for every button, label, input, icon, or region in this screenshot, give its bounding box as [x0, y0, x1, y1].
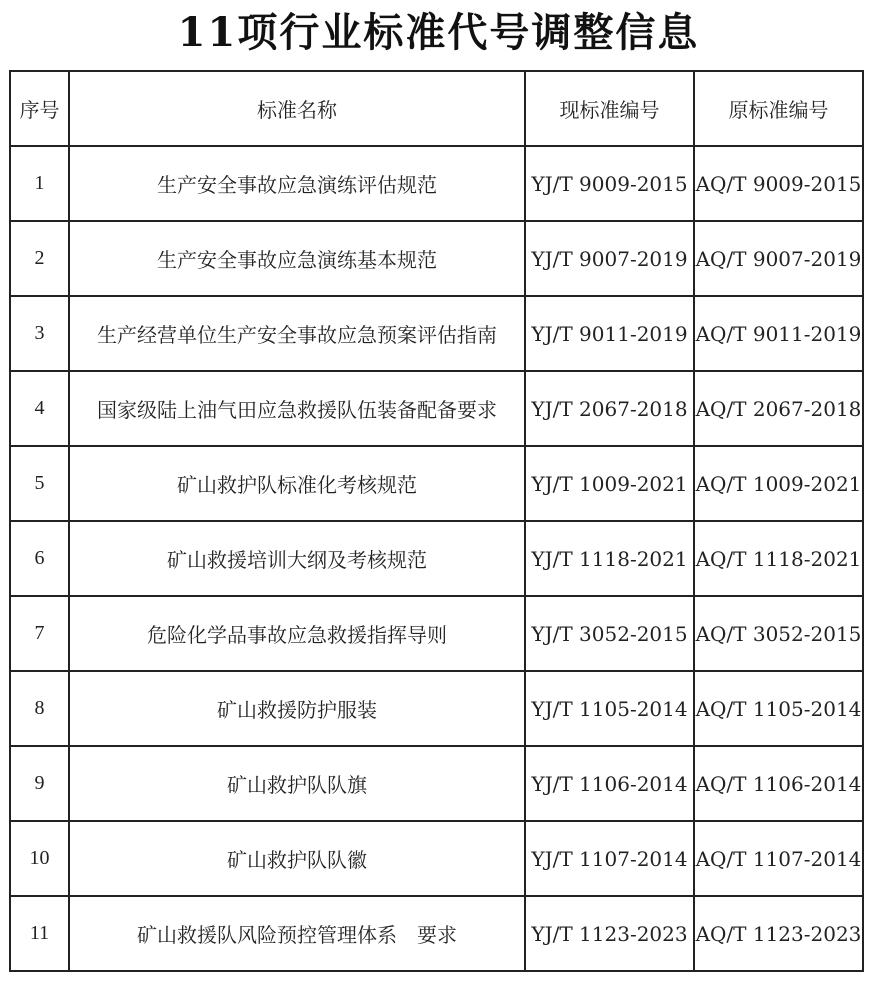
row-original-code: AQ/T 9011-2019	[694, 296, 863, 371]
row-original-code: AQ/T 2067-2018	[694, 371, 863, 446]
table-row	[10, 746, 863, 821]
row-original-code: AQ/T 1107-2014	[694, 821, 863, 896]
header-original-code: 原标准编号	[694, 71, 863, 146]
row-original-code: AQ/T 9009-2015	[694, 146, 863, 221]
row-name: 矿山救援培训大纲及考核规范	[69, 521, 525, 596]
row-original-code: AQ/T 1105-2014	[694, 671, 863, 746]
table-row	[10, 446, 863, 521]
row-current-code: YJ/T 3052-2015	[525, 596, 694, 671]
row-name: 生产安全事故应急演练基本规范	[69, 221, 525, 296]
table-row	[10, 596, 863, 671]
row-name: 矿山救援防护服装	[69, 671, 525, 746]
row-index: 4	[10, 371, 69, 446]
table-row	[10, 821, 863, 896]
row-name: 生产经营单位生产安全事故应急预案评估指南	[69, 296, 525, 371]
row-index: 3	[10, 296, 69, 371]
table-header-row	[10, 71, 863, 146]
header-index: 序号	[10, 71, 69, 146]
row-current-code: YJ/T 1118-2021	[525, 521, 694, 596]
row-index: 1	[10, 146, 69, 221]
table-row	[10, 371, 863, 446]
row-name: 生产安全事故应急演练评估规范	[69, 146, 525, 221]
table-row	[10, 896, 863, 971]
row-original-code: AQ/T 3052-2015	[694, 596, 863, 671]
row-original-code: AQ/T 9007-2019	[694, 221, 863, 296]
row-index: 6	[10, 521, 69, 596]
row-original-code: AQ/T 1123-2023	[694, 896, 863, 971]
row-name: 矿山救护队标准化考核规范	[69, 446, 525, 521]
row-current-code: YJ/T 1105-2014	[525, 671, 694, 746]
row-current-code: YJ/T 9007-2019	[525, 221, 694, 296]
row-name: 矿山救援队风险预控管理体系 要求	[69, 896, 525, 971]
row-original-code: AQ/T 1106-2014	[694, 746, 863, 821]
row-name: 国家级陆上油气田应急救援队伍装备配备要求	[69, 371, 525, 446]
table-row	[10, 146, 863, 221]
row-index: 10	[10, 821, 69, 896]
table-row	[10, 671, 863, 746]
header-name: 标准名称	[69, 71, 525, 146]
row-current-code: YJ/T 1107-2014	[525, 821, 694, 896]
header-current-code: 现标准编号	[525, 71, 694, 146]
row-index: 2	[10, 221, 69, 296]
row-name: 危险化学品事故应急救援指挥导则	[69, 596, 525, 671]
row-index: 7	[10, 596, 69, 671]
row-current-code: YJ/T 9009-2015	[525, 146, 694, 221]
standards-table	[9, 70, 864, 972]
row-name: 矿山救护队队徽	[69, 821, 525, 896]
table-row	[10, 521, 863, 596]
row-index: 5	[10, 446, 69, 521]
row-current-code: YJ/T 2067-2018	[525, 371, 694, 446]
row-current-code: YJ/T 9011-2019	[525, 296, 694, 371]
row-current-code: YJ/T 1106-2014	[525, 746, 694, 821]
page-title: 11项行业标准代号调整信息	[177, 9, 700, 56]
table-row	[10, 296, 863, 371]
table-row	[10, 221, 863, 296]
row-current-code: YJ/T 1123-2023	[525, 896, 694, 971]
row-index: 11	[10, 896, 69, 971]
row-original-code: AQ/T 1118-2021	[694, 521, 863, 596]
row-original-code: AQ/T 1009-2021	[694, 446, 863, 521]
row-index: 8	[10, 671, 69, 746]
row-name: 矿山救护队队旗	[69, 746, 525, 821]
row-index: 9	[10, 746, 69, 821]
row-current-code: YJ/T 1009-2021	[525, 446, 694, 521]
